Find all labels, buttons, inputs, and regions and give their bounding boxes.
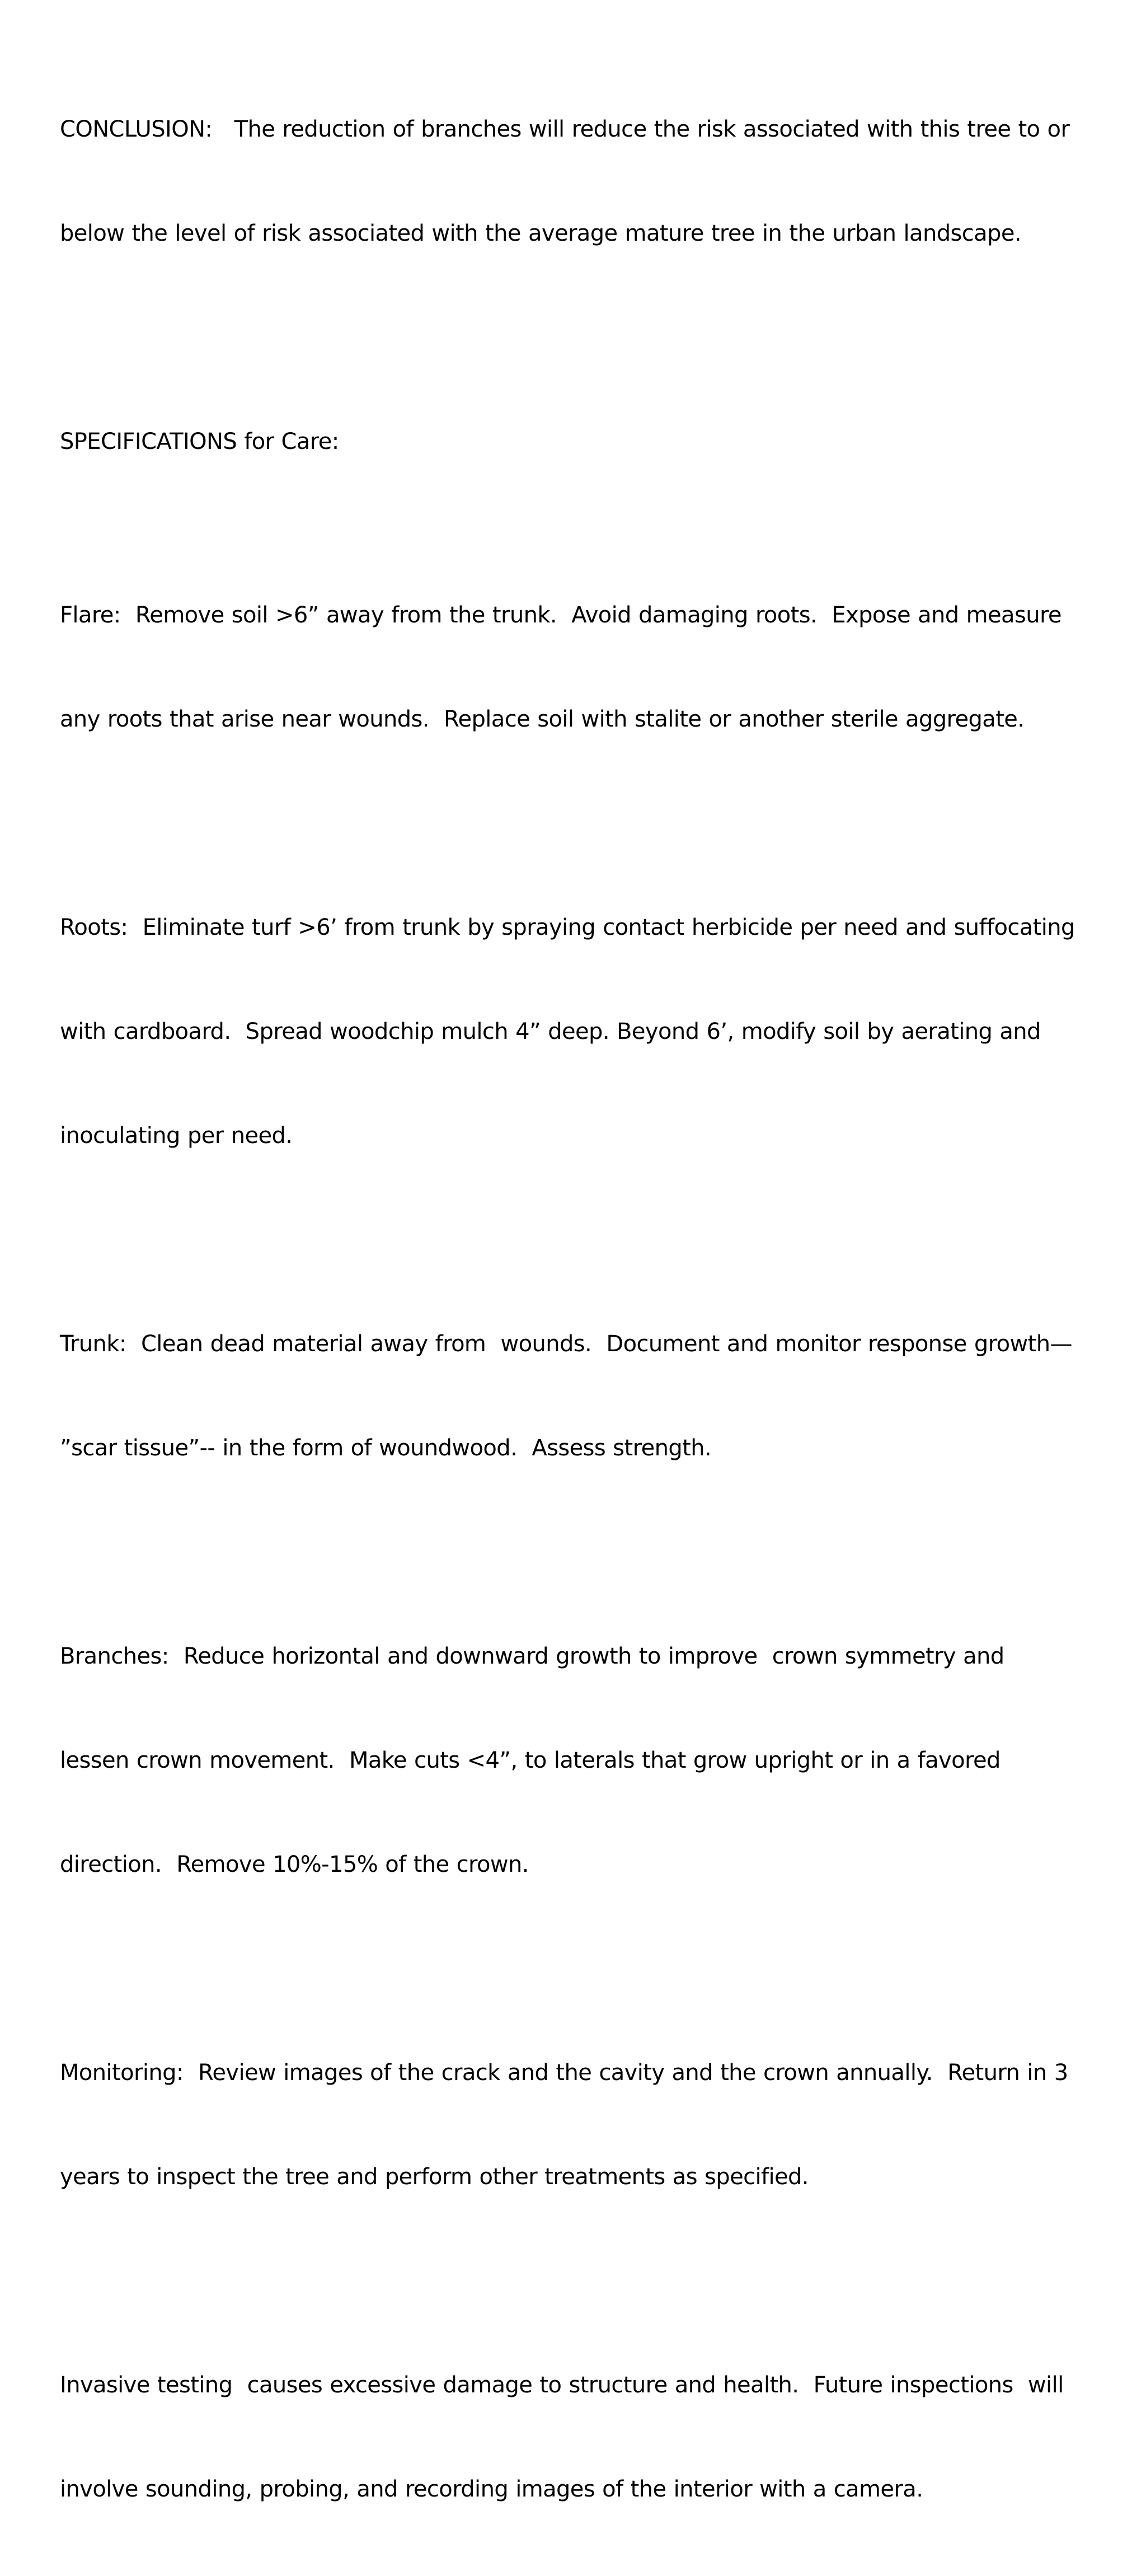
flare-line-1: Flare: Remove soil >6” away from the trunk. Avoid damaging roots. Expose and measure [60, 602, 1062, 628]
branches-line-1: Branches: Reduce horizontal and downward growth to improve crown symmetry and [60, 1643, 1004, 1669]
conclusion-paragraph [60, 43, 1140, 320]
conclusion-line-1: CONCLUSION: The reduction of branches will reduce the risk associated with this tree to or [60, 116, 1070, 142]
monitoring-line-2: years to inspect the tree and perform other treatments as specified. [60, 2164, 809, 2190]
roots-paragraph [60, 841, 1140, 1223]
flare-paragraph [60, 528, 1140, 806]
branches-line-2: lessen crown movement. Make cuts <4”, to laterals that grow upright or in a favored [60, 1748, 1001, 1773]
trunk-line-2: ”scar tissue”-- in the form of woundwood. Assess strength. [60, 1435, 712, 1461]
conclusion-line-2: below the level of risk associated with the average mature tree in the urban landscape. [60, 221, 1021, 246]
monitoring-line-1: Monitoring: Review images of the crack and the cavity and the crown annually. Return in 3 [60, 2060, 1068, 2086]
trunk-line-1: Trunk: Clean dead material away from wounds. Document and monitor response growth— [60, 1331, 1072, 1357]
roots-line-2: with cardboard. Spread woodchip mulch 4” deep. Beyond 6’, modify soil by aerating and [60, 1019, 1041, 1045]
trunk-paragraph [60, 1257, 1140, 1535]
branches-paragraph [60, 1570, 1140, 1951]
invasive-line-1: Invasive testing causes excessive damage to structure and health. Future inspections will [60, 2372, 1064, 2398]
specifications-heading [60, 355, 1140, 528]
branches-line-3: direction. Remove 10%-15% of the crown. [60, 1852, 529, 1877]
specifications-heading-text: SPECIFICATIONS for Care: [60, 429, 339, 455]
flare-line-2: any roots that arise near wounds. Replace soil with stalite or another sterile aggregate. [60, 706, 1025, 732]
roots-line-3: inoculating per need. [60, 1123, 293, 1149]
invasive-line-2: involve sounding, probing, and recording images of the interior with a camera. [60, 2476, 923, 2502]
document-body [60, 43, 1140, 2576]
roots-line-1: Roots: Eliminate turf >6’ from trunk by spraying contact herbicide per need and suffocating [60, 915, 1075, 940]
monitoring-paragraph [60, 1986, 1140, 2264]
invasive-testing-paragraph [60, 2298, 1140, 2576]
